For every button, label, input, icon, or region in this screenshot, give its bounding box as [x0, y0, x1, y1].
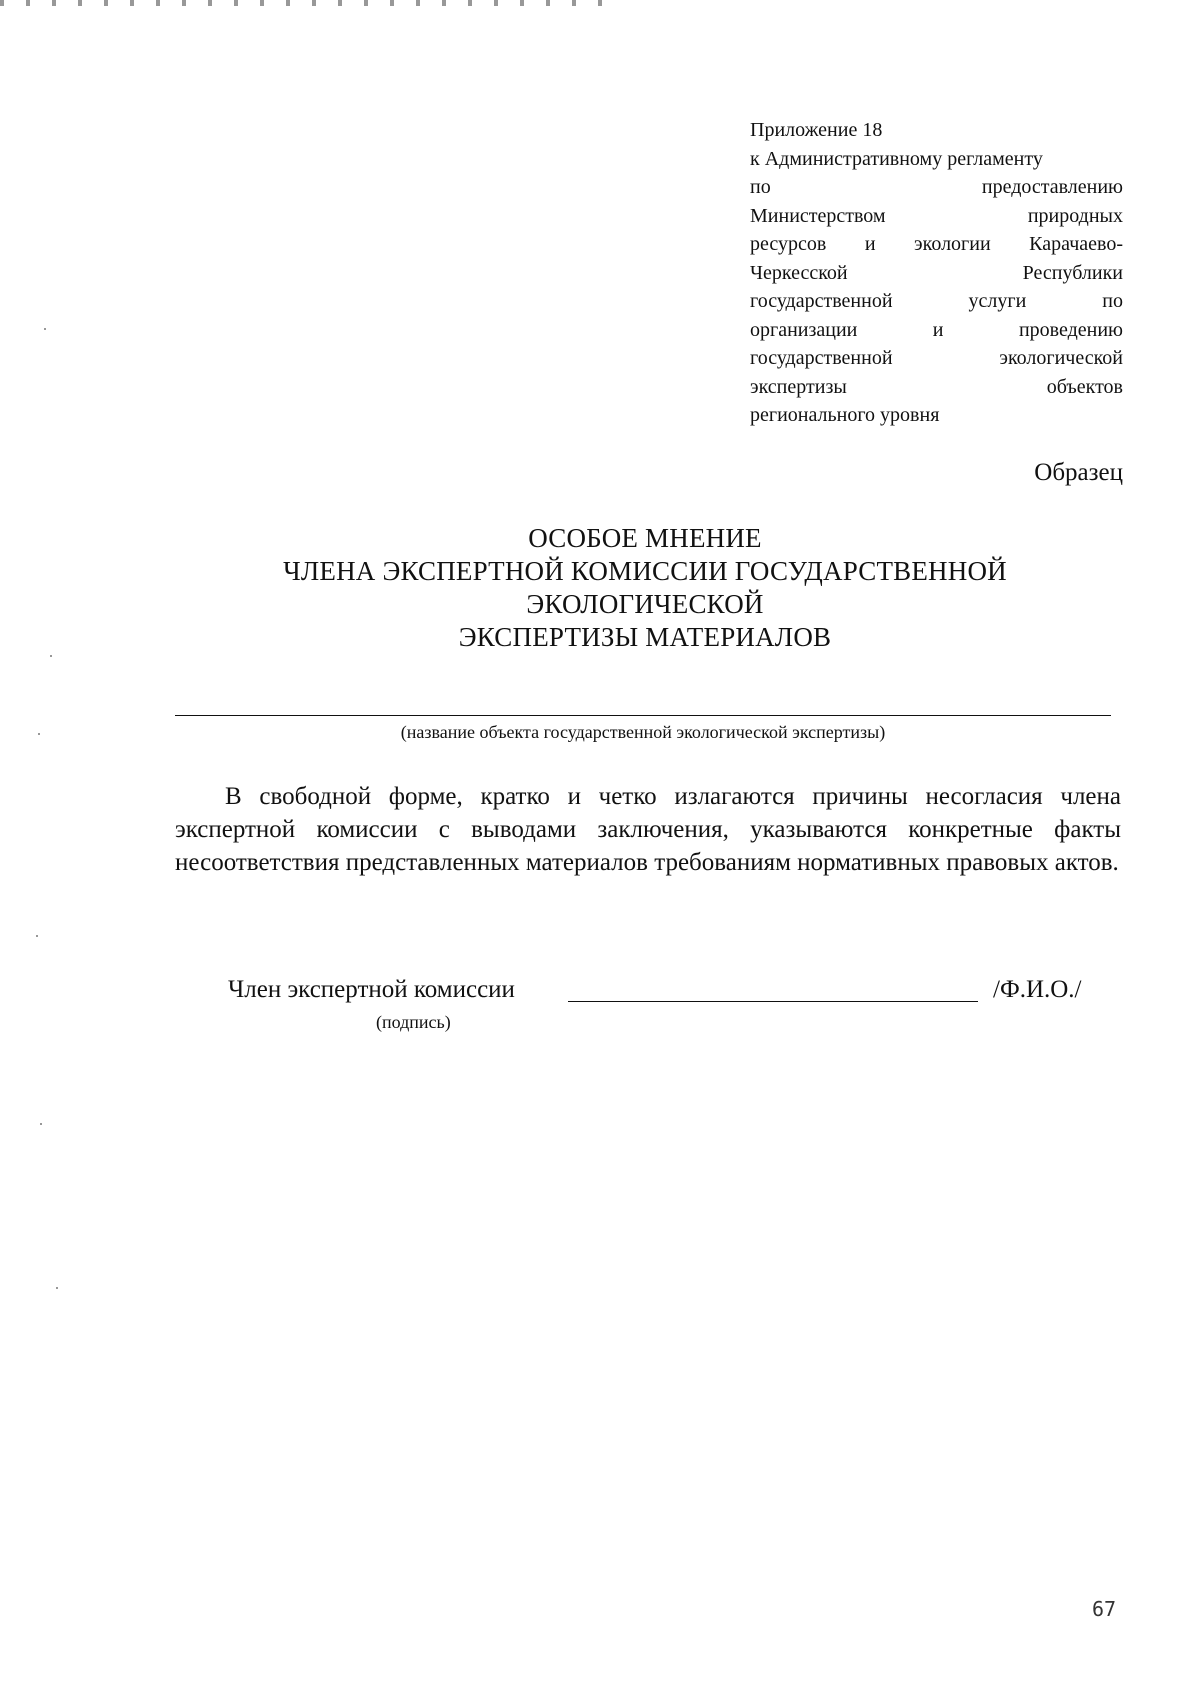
page-number: 67: [1092, 1597, 1117, 1621]
signature-caption: (подпись): [376, 1012, 451, 1032]
scan-speck: [38, 733, 40, 735]
title-line: ЭКОЛОГИЧЕСКОЙ: [526, 589, 764, 619]
title-line: ЧЛЕНА ЭКСПЕРТНОЙ КОМИССИИ ГОСУДАРСТВЕННОЙ: [283, 556, 1007, 586]
appendix-line: организации и проведению: [750, 318, 1123, 341]
document-title: [170, 522, 1120, 654]
appendix-reference: [750, 116, 1123, 430]
object-name-field: [175, 715, 1111, 716]
appendix-line: Черкесской Республики: [750, 261, 1123, 284]
appendix-line: экспертизы объектов: [750, 375, 1123, 398]
title-line: ОСОБОЕ МНЕНИЕ: [528, 523, 762, 553]
body-paragraph: В свободной форме, кратко и четко излагаются причины несогласия члена экспертной комиссии с выводами заключения, указываются конкретные факты несоответствия представленных материалов требованиям нормативных правовых актов.: [175, 783, 1121, 876]
scan-speck: [50, 655, 52, 657]
sample-label: Образец: [1034, 459, 1123, 486]
appendix-line: регионального уровня: [750, 404, 940, 426]
title-line: ЭКСПЕРТИЗЫ МАТЕРИАЛОВ: [458, 622, 832, 652]
appendix-line: Приложение 18: [750, 119, 883, 141]
appendix-line: государственной экологической: [750, 347, 1123, 369]
scan-speck: [40, 1123, 42, 1125]
appendix-line: ресурсов и экологии Карачаево-: [750, 233, 1123, 255]
appendix-line: Министерством природных: [750, 204, 1123, 227]
appendix-line: государственной услуги по: [750, 290, 1123, 312]
appendix-line: к Административному регламенту: [750, 147, 1043, 170]
signature-fio: /Ф.И.О./: [993, 976, 1082, 1003]
scan-speck: [44, 328, 46, 330]
object-name-caption: (название объекта государственной экологической экспертизы): [400, 722, 886, 742]
appendix-line: по предоставлению: [750, 176, 1123, 198]
scan-edge-marks: [0, 0, 620, 6]
scan-speck: [36, 935, 38, 937]
signature-field: [568, 1001, 978, 1002]
signature-label: Член экспертной комиссии: [228, 976, 515, 1003]
scan-speck: [56, 1287, 58, 1289]
